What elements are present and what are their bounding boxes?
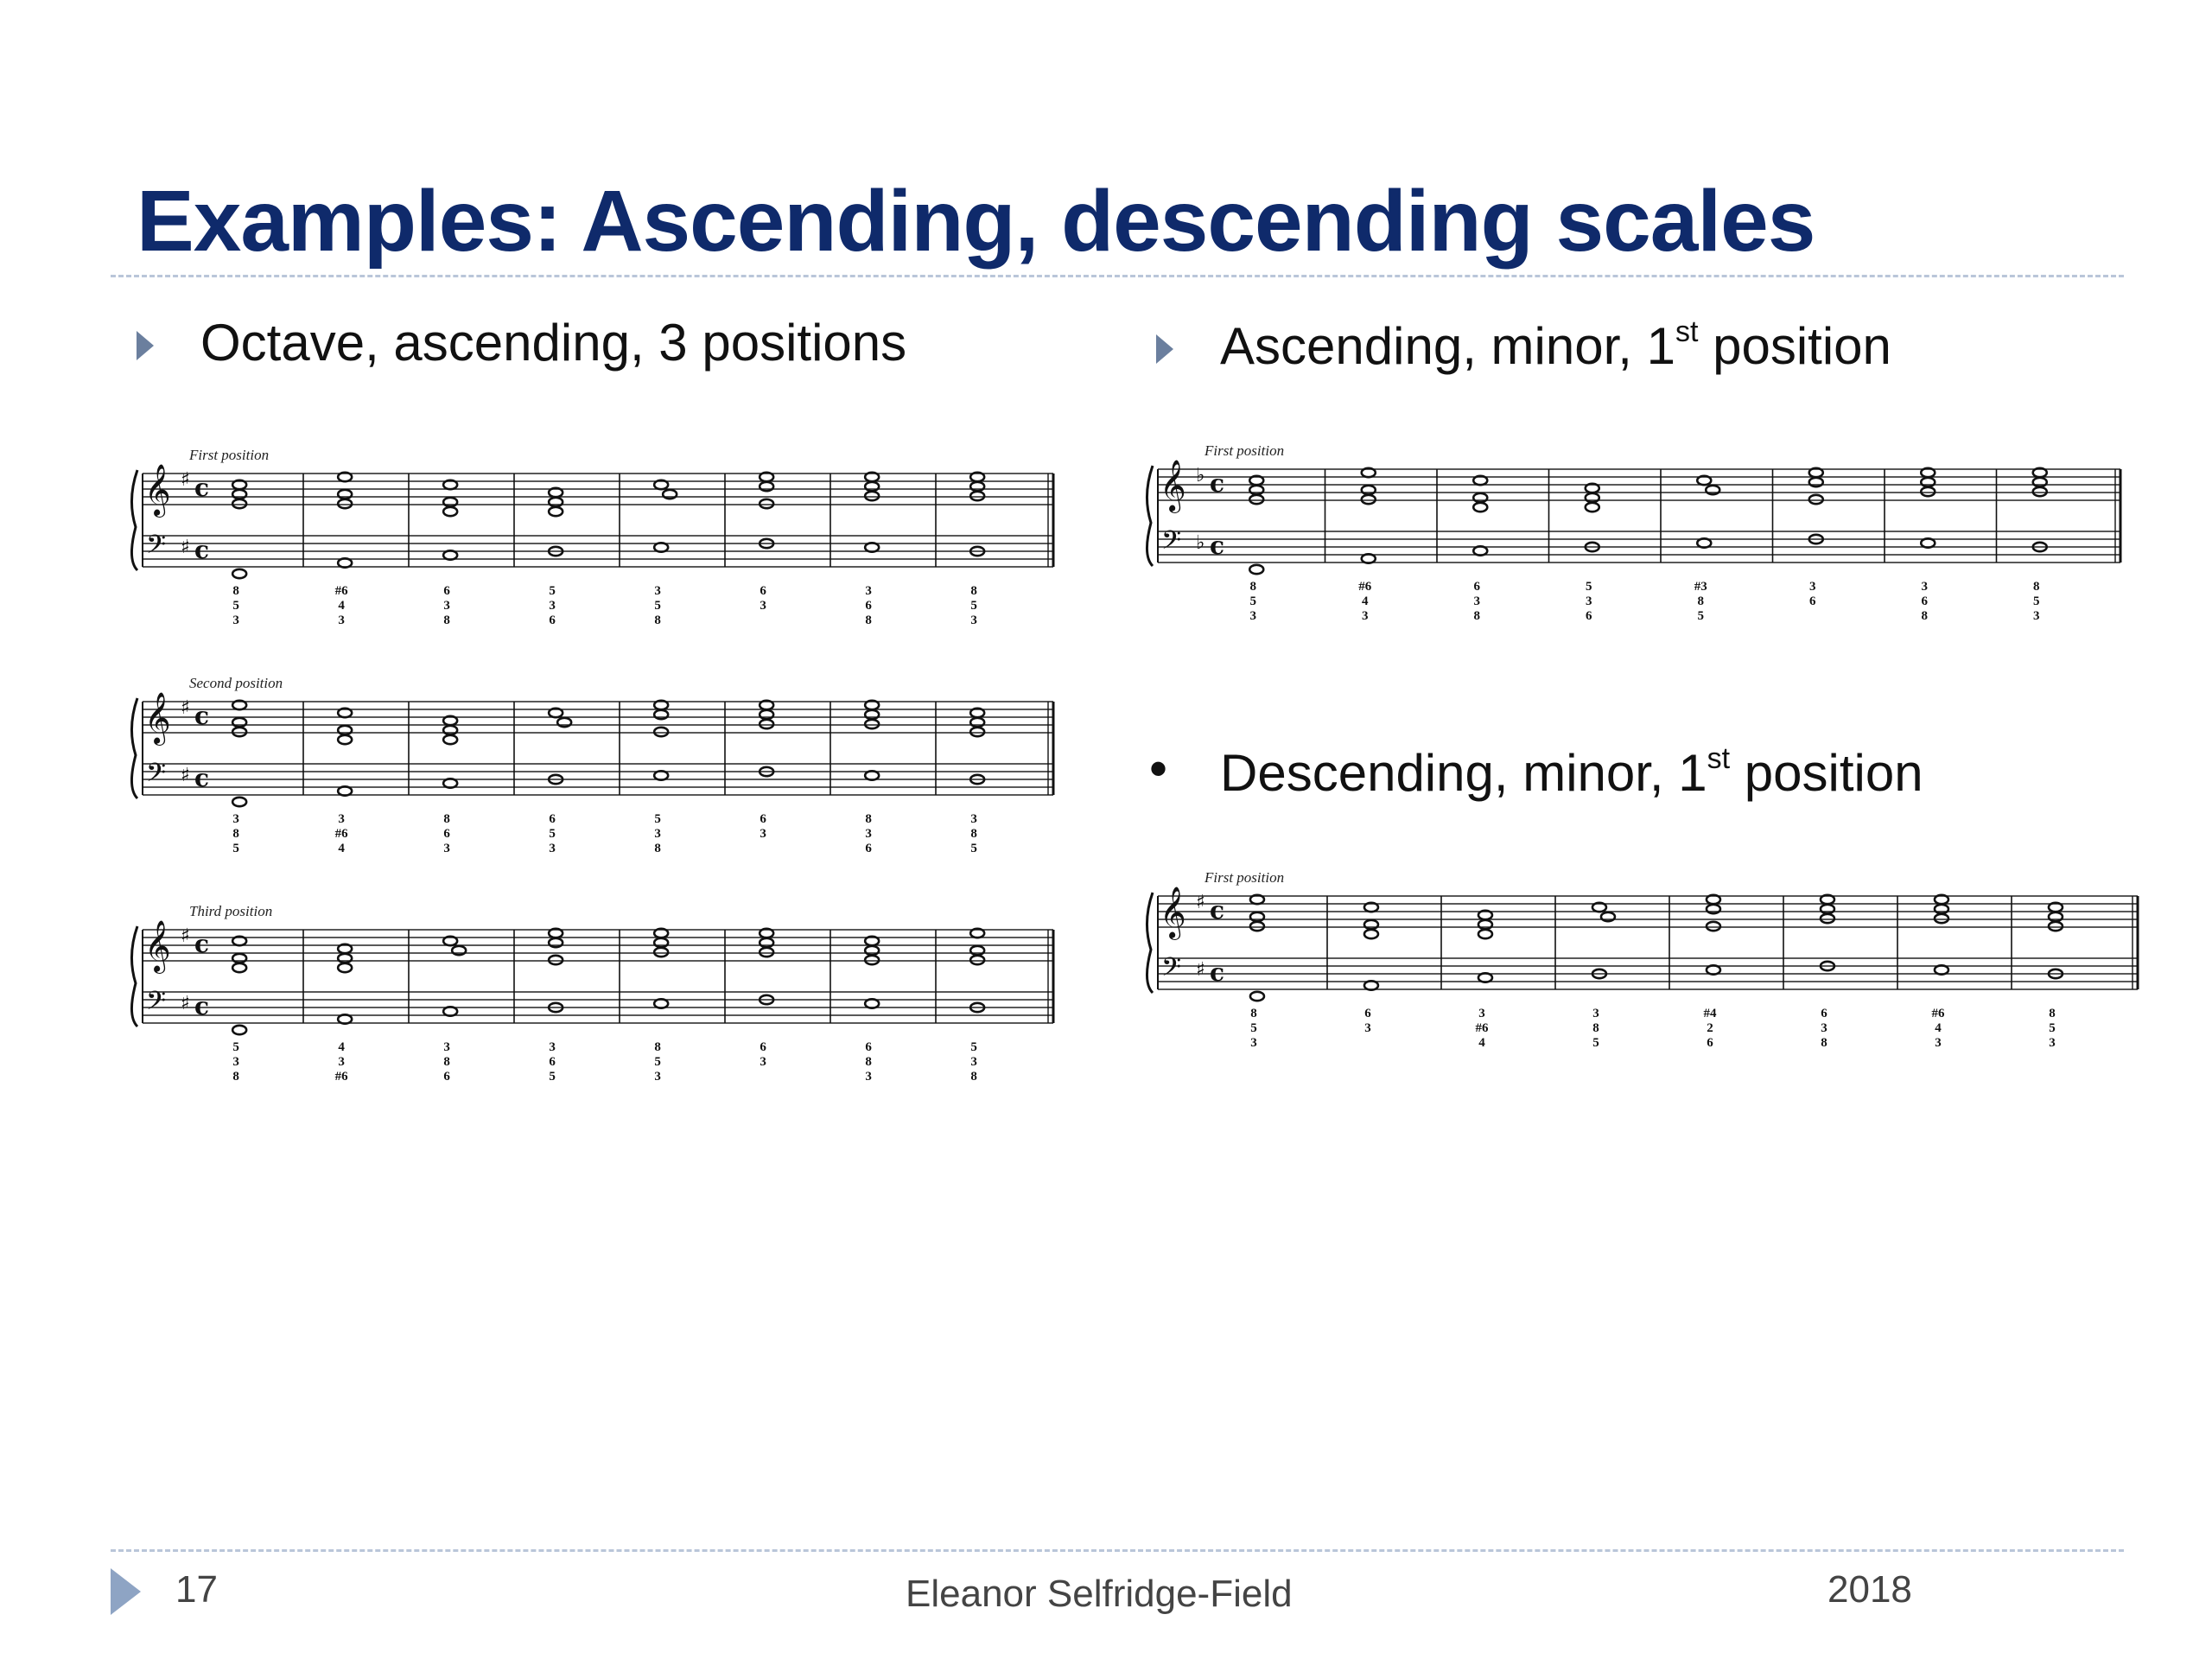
figured-bass-number: 4 [1362,594,1369,608]
whole-note [549,507,563,516]
whole-note [760,499,773,508]
figured-bass-number: 8 [232,584,239,598]
figured-bass-number: 4 [1935,1021,1942,1035]
treble-clef-icon: 𝄞 [144,464,171,516]
figured-bass-number: 6 [760,1040,766,1054]
left-bullet-text: Octave, ascending, 3 positions [200,314,907,372]
music-score [1141,438,2126,654]
page-number: 17 [175,1568,218,1611]
figured-bass-number: 5 [232,599,239,613]
figured-bass-number: 4 [338,599,345,613]
whole-note [970,492,984,500]
whole-note [1362,495,1376,504]
figured-bass-number: 3 [232,812,239,826]
figured-bass-number: 3 [1935,1036,1942,1050]
whole-note [1935,914,1948,923]
figured-bass-number: 8 [654,1040,661,1054]
bullet-triangle-icon [1156,334,1173,364]
bullet-triangle-icon [137,331,154,360]
figured-bass-number: 8 [654,842,661,855]
right-bullet-ascending-text: Ascending, minor, 1 [1220,317,1675,375]
footer-year: 2018 [1827,1568,1912,1611]
figured-bass-number: 6 [1364,1007,1371,1020]
flat-icon: ♭ [1196,532,1205,554]
time-signature: c [194,536,210,564]
figured-bass-number: 3 [338,613,345,627]
brace [131,698,137,798]
sharp-icon: ♯ [181,537,190,558]
right-bullet-descending-text: Descending, minor, 1 [1220,744,1707,802]
sharp-icon: ♯ [181,469,190,491]
figured-bass-number: 6 [865,1040,872,1054]
bass-clef-icon: 𝄢 [146,987,167,1022]
whole-note [970,728,984,736]
brace [1147,466,1153,566]
figured-bass-number: 3 [654,1070,661,1084]
figured-bass-number: 8 [1921,609,1929,623]
time-signature: c [194,764,210,792]
figured-bass-number: 3 [443,842,450,855]
whole-note [1707,965,1720,974]
bass-clef-icon: 𝄢 [1161,526,1182,562]
figured-bass-number: #4 [1703,1007,1717,1020]
whole-note [865,720,879,728]
flat-icon: ♭ [1196,465,1205,486]
music-score [125,899,1058,1115]
whole-note [338,786,352,795]
whole-note [1935,965,1948,974]
time-signature: c [194,474,210,502]
figured-bass-number: 3 [338,1055,345,1069]
figured-bass-number: 8 [865,1055,872,1069]
bass-clef-icon: 𝄢 [146,759,167,794]
figured-bass-number: 3 [970,812,977,826]
bullet-dot-icon: • [1149,740,1168,798]
figured-bass-number: 5 [1592,1036,1599,1050]
figured-bass-number: 5 [654,812,661,826]
figured-bass-number: 5 [970,842,977,855]
figured-bass-number: 6 [1586,609,1592,623]
figured-bass-number: #6 [1475,1021,1489,1035]
figured-bass-number: 5 [1249,594,1257,608]
figured-bass-number: 5 [970,1040,977,1054]
whole-note [232,963,246,972]
score-third-position [125,899,1058,1115]
figured-bass-number: 3 [338,812,345,826]
figured-bass-number: 8 [1592,1021,1599,1035]
figured-bass-number: 5 [970,599,977,613]
whole-note [1249,495,1263,504]
score-first-position [125,442,1058,658]
figured-bass-number: 6 [443,1070,450,1084]
whole-note [1250,922,1264,931]
music-score [125,442,1058,658]
whole-note [2033,487,2047,496]
whole-note [443,507,457,516]
right-bullet-descending-tail: position [1730,744,1923,802]
figured-bass-number: 3 [760,599,766,613]
whole-note [654,543,668,551]
figured-bass-number: #6 [1931,1007,1945,1020]
whole-note [760,948,773,957]
figured-bass-number: #6 [1358,580,1372,594]
figured-bass-number: 3 [1362,609,1369,623]
time-signature: c [1210,469,1225,498]
figured-bass-number: 6 [865,842,872,855]
figured-bass-number: 8 [1249,580,1257,594]
figured-bass-number: 3 [970,613,977,627]
whole-note [1809,495,1823,504]
time-signature: c [194,702,210,730]
figured-bass-number: 5 [2049,1021,2056,1035]
figured-bass-number: 6 [443,827,450,841]
sharp-icon: ♯ [1196,892,1205,913]
right-bullet-ascending-tail: position [1698,317,1891,375]
figured-bass-number: 3 [2049,1036,2056,1050]
figured-bass-number: 8 [443,812,450,826]
figured-bass-number: 3 [1821,1021,1827,1035]
whole-note [1478,973,1492,982]
sharp-icon: ♯ [181,765,190,786]
figured-bass-number: 3 [865,1070,872,1084]
figured-bass-number: 6 [549,613,556,627]
figured-bass-number: #6 [334,1070,348,1084]
whole-note [2049,922,2063,931]
whole-note [549,956,563,964]
whole-note [654,728,668,736]
figured-bass-number: 3 [760,1055,766,1069]
figured-bass-number: 5 [1250,1021,1257,1035]
footer-author: Eleanor Selfridge-Field [906,1573,1293,1615]
position-label: Third position [189,903,273,919]
whole-note [1249,565,1263,574]
whole-note [338,735,352,744]
figured-bass-number: 3 [443,1040,450,1054]
whole-note [865,999,879,1007]
figured-bass-number: 3 [1592,1007,1599,1020]
figured-bass-number: 8 [2049,1007,2056,1020]
figured-bass-number: 4 [338,1040,345,1054]
footer-divider [111,1549,2124,1552]
position-label: First position [189,447,270,463]
figured-bass-number: 3 [1250,1036,1257,1050]
time-signature: c [1210,958,1225,987]
figured-bass-number: 8 [865,613,872,627]
whole-note [232,499,246,508]
whole-note [970,956,984,964]
figured-bass-number: 6 [1707,1036,1713,1050]
figured-bass-number: 6 [760,584,766,598]
brace [131,926,137,1027]
figured-bass-number: 3 [2033,609,2040,623]
music-score [125,671,1058,887]
figured-bass-number: 8 [232,827,239,841]
time-signature: c [194,930,210,958]
time-signature: c [1210,896,1225,925]
position-label: First position [1205,442,1285,459]
figured-bass-number: 3 [1921,580,1929,594]
figured-bass-number: 3 [232,1055,239,1069]
figured-bass-number: 8 [970,1070,977,1084]
figured-bass-number: 8 [443,613,450,627]
figured-bass-number: 6 [865,599,872,613]
treble-clef-icon: 𝄞 [1160,460,1186,512]
figured-bass-number: 5 [1697,609,1705,623]
position-label: Second position [189,675,283,691]
time-signature: c [1210,531,1225,560]
treble-clef-icon: 𝄞 [144,692,171,744]
bass-clef-icon: 𝄢 [1161,953,1182,988]
figured-bass-number: 5 [232,1040,239,1054]
whole-note [443,1007,457,1015]
score-second-position [125,671,1058,887]
whole-note [232,728,246,736]
figured-bass-number: 3 [1586,594,1592,608]
figured-bass-number: 8 [865,812,872,826]
figured-bass-number: 5 [232,842,239,855]
whole-note [1473,546,1487,555]
figured-bass-number: 3 [549,599,556,613]
position-label: First position [1205,869,1285,886]
whole-note [232,569,246,578]
sharp-icon: ♯ [181,925,190,947]
whole-note [1707,922,1720,931]
figured-bass-number: 8 [232,1070,239,1084]
bass-clef-icon: 𝄢 [146,531,167,566]
figured-bass-number: 4 [1478,1036,1485,1050]
figured-bass-number: 3 [549,842,556,855]
title-divider [111,275,2124,277]
whole-note [654,771,668,779]
whole-note [654,999,668,1007]
whole-note [232,1026,246,1034]
figured-bass-number: 3 [1364,1021,1371,1035]
whole-note [443,550,457,559]
ordinal-suffix: st [1675,315,1699,348]
figured-bass-number: 3 [232,613,239,627]
sharp-icon: ♯ [181,697,190,719]
figured-bass-number: 6 [549,1055,556,1069]
figured-bass-number: 3 [760,827,766,841]
right-bullet-descending [1220,743,1923,804]
slide-title: Examples: Ascending, descending scales [137,173,1815,270]
whole-note [865,543,879,551]
figured-bass-number: 8 [970,584,977,598]
right-bullet-ascending [1220,316,1891,377]
whole-note [338,558,352,567]
figured-bass-number: 3 [1473,594,1481,608]
figured-bass-number: 6 [1809,594,1816,608]
whole-note [1250,992,1264,1001]
figured-bass-number: 8 [654,613,661,627]
whole-note [1821,914,1834,923]
figured-bass-number: 3 [865,584,872,598]
figured-bass-number: #6 [334,584,348,598]
figured-bass-number: 3 [1478,1007,1485,1020]
figured-bass-number: 8 [1697,594,1705,608]
brace [1147,893,1153,993]
sharp-icon: ♯ [181,993,190,1014]
figured-bass-number: 8 [2033,580,2040,594]
whole-note [1921,487,1935,496]
figured-bass-number: 6 [1821,1007,1827,1020]
whole-note [865,771,879,779]
whole-note [1473,503,1487,512]
figured-bass-number: #3 [1694,580,1707,594]
figured-bass-number: 8 [1473,609,1481,623]
figured-bass-number: 5 [1586,580,1592,594]
figured-bass-number: 8 [970,827,977,841]
figured-bass-number: 5 [549,827,556,841]
ordinal-suffix: st [1707,742,1731,775]
whole-note [865,956,879,964]
whole-note [232,798,246,806]
whole-note [338,499,352,508]
whole-note [1362,554,1376,563]
whole-note [865,492,879,500]
treble-clef-icon: 𝄞 [144,920,171,972]
figured-bass-number: 5 [549,1070,556,1084]
score-ascending-minor [1141,438,2126,654]
whole-note [338,1014,352,1023]
figured-bass-number: 3 [654,827,661,841]
sharp-icon: ♯ [1196,959,1205,981]
figured-bass-number: 8 [1250,1007,1257,1020]
figured-bass-number: 6 [760,812,766,826]
music-score [1141,865,2143,1081]
figured-bass-number: #6 [334,827,348,841]
figured-bass-number: 5 [654,1055,661,1069]
whole-note [443,735,457,744]
whole-note [1921,538,1935,547]
footer-triangle-icon [111,1568,141,1615]
figured-bass-number: 6 [1921,594,1929,608]
figured-bass-number: 5 [549,584,556,598]
figured-bass-number: 3 [549,1040,556,1054]
whole-note [443,779,457,787]
score-descending-minor [1141,865,2143,1081]
figured-bass-number: 6 [1473,580,1481,594]
whole-note [1478,930,1492,938]
figured-bass-number: 6 [443,584,450,598]
whole-note [338,963,352,972]
whole-note [1364,930,1378,938]
whole-note [1586,503,1599,512]
figured-bass-number: 6 [549,812,556,826]
figured-bass-number: 3 [443,599,450,613]
whole-note [1697,538,1711,547]
figured-bass-number: 5 [2033,594,2040,608]
figured-bass-number: 3 [1809,580,1816,594]
time-signature: c [194,992,210,1020]
figured-bass-number: 3 [654,584,661,598]
whole-note [654,948,668,957]
treble-clef-icon: 𝄞 [1160,887,1186,938]
figured-bass-number: 2 [1707,1021,1713,1035]
figured-bass-number: 3 [970,1055,977,1069]
figured-bass-number: 3 [865,827,872,841]
figured-bass-number: 3 [1249,609,1257,623]
whole-note [760,720,773,728]
figured-bass-number: 8 [443,1055,450,1069]
whole-note [1364,981,1378,989]
figured-bass-number: 8 [1821,1036,1827,1050]
figured-bass-number: 4 [338,842,345,855]
brace [131,470,137,570]
figured-bass-number: 5 [654,599,661,613]
